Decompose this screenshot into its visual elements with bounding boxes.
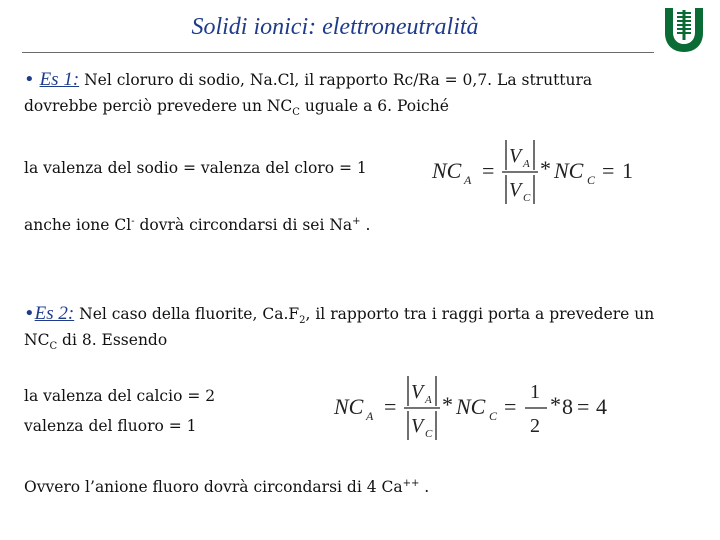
es1-anche-line [24, 212, 370, 235]
es1-formula-den: V [509, 179, 522, 201]
es1-anche-sup2: + [352, 216, 361, 227]
es2-line2-pre: NC [24, 331, 50, 349]
es2-line1-post: , il rapporto tra i raggi porta a prevedere un [305, 305, 655, 323]
es2-label: Es 2: [34, 303, 75, 324]
es2-formula-eq3: = [577, 394, 590, 419]
slide-title: Solidi ionici: elettroneutralità [191, 14, 479, 40]
es1-anche-mid: dovrà circondarsi di sei Na [134, 216, 353, 235]
es1-anche-pre: anche ione Cl [24, 216, 132, 235]
es1-formula-num: V [509, 145, 522, 167]
es1-formula-eq1: = [482, 158, 495, 183]
es2-formula-rhs-sub: C [489, 409, 498, 423]
es1-formula-lhs: NC [432, 158, 462, 183]
es2-bullet: • [24, 303, 35, 324]
university-shield-icon [662, 6, 706, 54]
es2-formula-factor: 8 [562, 394, 573, 419]
es2-formula-result: 4 [596, 394, 607, 419]
es2-ovvero-post: . [419, 478, 430, 497]
es2-ovvero-line [24, 474, 429, 497]
es2-line1-sub: 2 [299, 315, 306, 327]
es1-label: Es 1: [39, 69, 80, 90]
es2-formula [332, 372, 622, 444]
es1-anche-sup1: - [131, 216, 135, 227]
es2-formula-den: V [411, 415, 424, 437]
es2-formula-frac-num: 1 [530, 381, 540, 403]
es2-calcio-line: la valenza del calcio = 2 [24, 387, 216, 405]
es2-formula-times: * [442, 392, 453, 417]
es2-formula-lhs-sub: A [366, 409, 374, 423]
es1-anche-post: . [360, 216, 371, 235]
es1-line2-sub: C [292, 107, 300, 119]
es2-formula-num-sub: A [425, 394, 432, 406]
es2-line2-post: di 8. Essendo [57, 331, 168, 349]
es1-line1-text: Nel cloruro di sodio, Na.Cl, il rapporto Rc/Ra = 0,7. La struttura [84, 71, 593, 89]
es2-line1-text: Nel caso della fluorite, Ca.F [74, 305, 300, 323]
es1-line2-pre: dovrebbe perciò prevedere un NC [24, 97, 293, 115]
es2-formula-rhs: NC [456, 394, 486, 419]
es2-formula-eq1: = [384, 394, 397, 419]
es1-formula [430, 136, 640, 208]
es1-formula-lhs-sub: A [464, 173, 472, 187]
es1-formula-den-sub: C [523, 192, 531, 204]
es1-formula-num-sub: A [523, 158, 530, 170]
es2-line1 [24, 304, 654, 331]
es2-formula-den-sub: C [425, 428, 433, 440]
es1-formula-times: * [540, 156, 551, 181]
es1-bullet: • [24, 69, 35, 90]
es2-line2 [24, 330, 167, 357]
es2-formula-frac-den: 2 [530, 415, 540, 437]
es2-formula-eq2: = [504, 394, 517, 419]
es1-formula-rhs: NC [554, 158, 584, 183]
es2-line2-sub: C [49, 341, 58, 353]
es1-formula-rhs-sub: C [587, 173, 596, 187]
es2-formula-lhs: NC [334, 394, 364, 419]
es1-line2-post: uguale a 6. Poiché [299, 97, 449, 115]
es2-formula-num: V [411, 381, 424, 403]
es1-line1 [24, 70, 592, 90]
es1-formula-result: 1 [622, 158, 633, 183]
es1-valence-line: la valenza del sodio = valenza del cloro = 1 [24, 159, 367, 177]
title-divider [22, 52, 654, 53]
es2-ovvero-sup: ++ [402, 478, 420, 489]
es2-fluoro-line: valenza del fluoro = 1 [24, 417, 197, 435]
es2-ovvero-pre: Ovvero l’anione fluoro dovrà circondarsi di 4 Ca [24, 478, 403, 497]
es1-formula-eq2: = [602, 158, 615, 183]
es1-line2 [24, 96, 449, 123]
es2-formula-times2: * [550, 392, 561, 417]
